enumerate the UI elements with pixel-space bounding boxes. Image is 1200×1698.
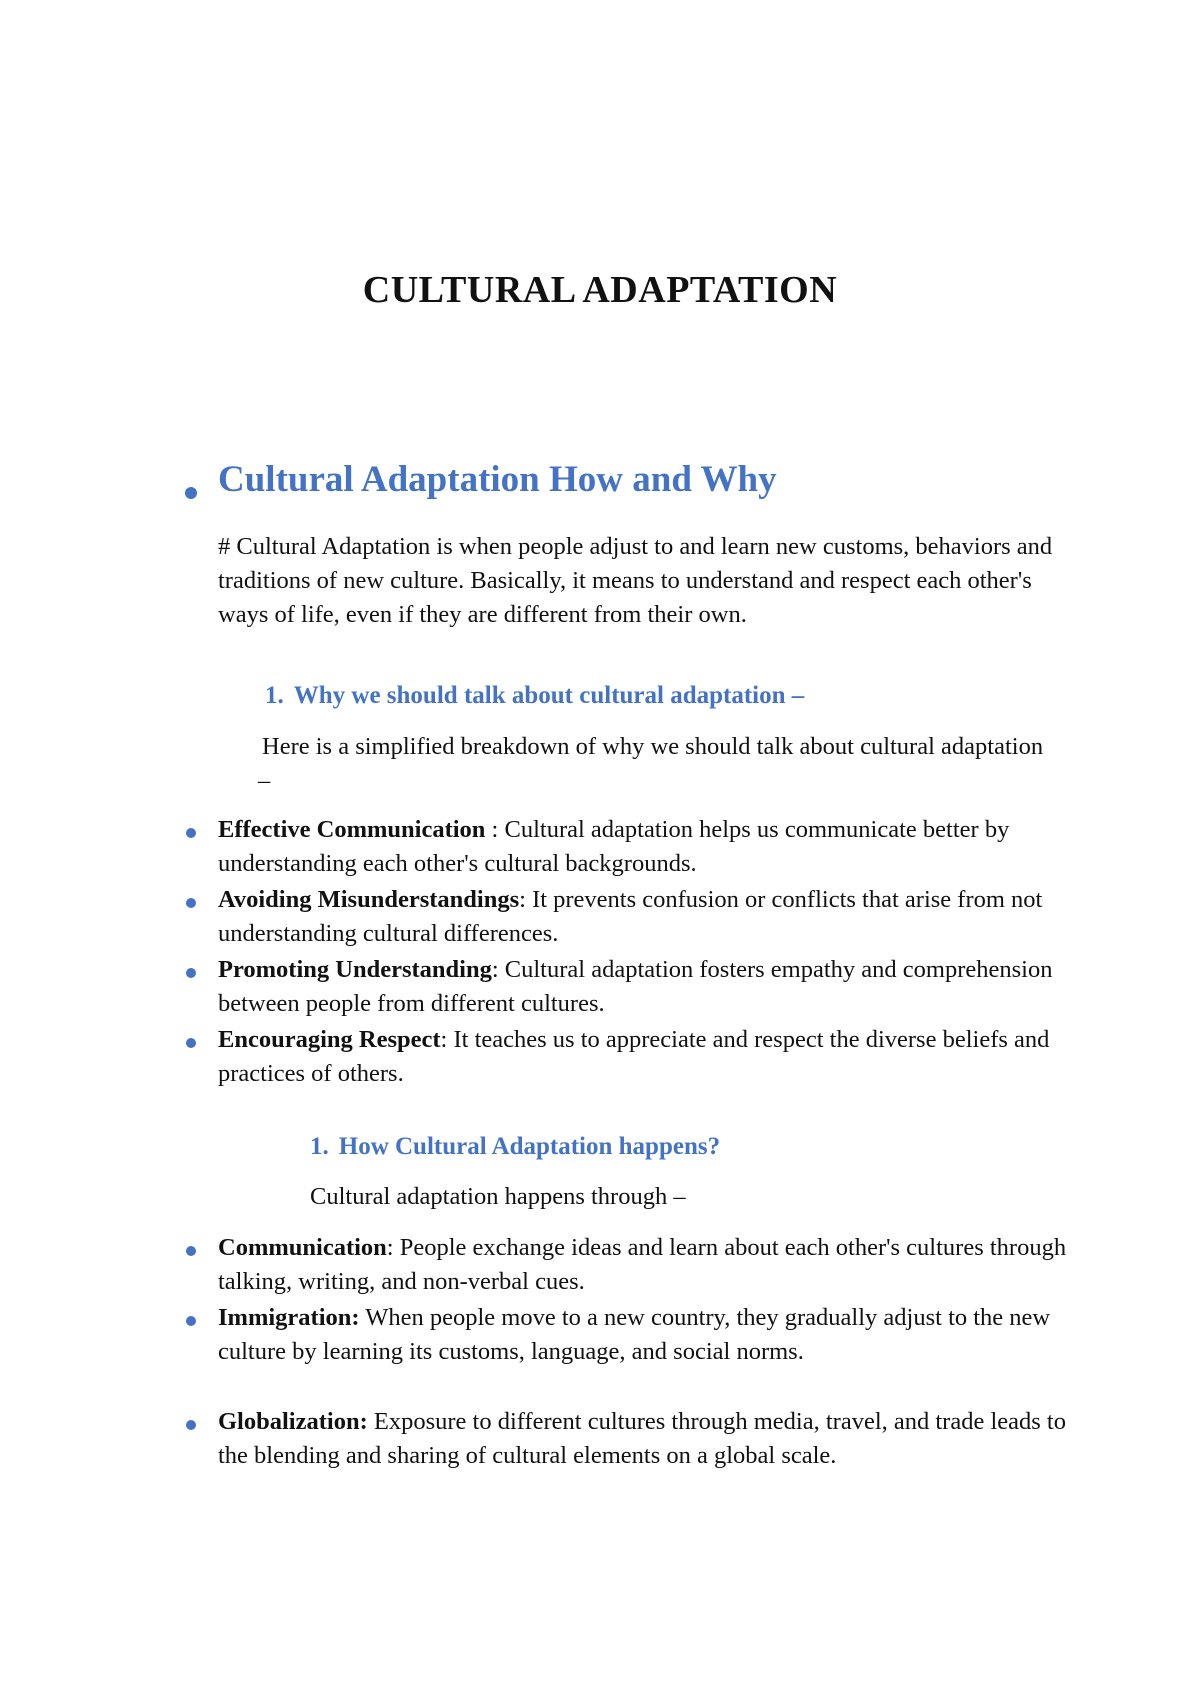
- subsection-number: 1.: [265, 682, 284, 709]
- list-item: [218, 1301, 1068, 1369]
- bullet-icon: [186, 1038, 196, 1048]
- list-item-term: Encouraging Respect: [218, 1026, 441, 1053]
- list-item: Effective Communication : Cultural adaptation helps us communicate better by understanding each other's cultural backgrounds.: [218, 816, 1010, 877]
- section-bullet-icon: [185, 487, 197, 499]
- bullet-icon: [186, 898, 196, 908]
- list-item-term: Effective Communication: [218, 816, 486, 843]
- document-title: CULTURAL ADAPTATION: [362, 269, 838, 311]
- list-item: Encouraging Respect: It teaches us to appreciate and respect the diverse beliefs and practices of others.: [218, 1026, 1050, 1087]
- bullet-icon: [186, 1420, 196, 1430]
- list-item: Promoting Understanding: Cultural adaptation fosters empathy and comprehension between people from different cultures.: [218, 956, 1053, 1017]
- subsection-lead: Cultural adaptation happens through –: [310, 1183, 686, 1210]
- bullet-icon: [186, 1246, 196, 1256]
- subsection-heading-why: [265, 682, 804, 710]
- list-item: Avoiding Misunderstandings: It prevents confusion or conflicts that arise from not understanding cultural differences.: [218, 886, 1043, 947]
- list-item-text: It teaches us to appreciate and respect the diverse beliefs and practices of others.: [218, 1026, 1050, 1087]
- list-item-text: Cultural adaptation fosters empathy and comprehension between people from different cultures.: [218, 956, 1053, 1017]
- list-item-term: Promoting Understanding: [218, 956, 492, 983]
- list-item: Communication: People exchange ideas and learn about each other's cultures through talking, writing, and non-verbal cues.: [218, 1234, 1067, 1295]
- list-item-term: Immigration:: [218, 1304, 360, 1331]
- intro-paragraph: # Cultural Adaptation is when people adjust to and learn new customs, behaviors and traditions of new culture. Basically, it means to understand and respect each other's ways of life, even if they are different from their own.: [218, 533, 1053, 628]
- bullet-icon: [186, 1316, 196, 1326]
- list-item-text: When people move to a new country, they gradually adjust to the new culture by learning its customs, language, and social norms.: [218, 1304, 1051, 1365]
- subsection-lead: Here is a simplified breakdown of why we should talk about cultural adaptation –: [258, 733, 1044, 794]
- subsection-title: How Cultural Adaptation happens?: [338, 1133, 721, 1160]
- list-item-text: People exchange ideas and learn about each other's cultures through talking, writing, and non-verbal cues.: [218, 1234, 1067, 1295]
- list-item: [218, 1405, 1068, 1473]
- list-item-text: It prevents confusion or conflicts that arise from not understanding cultural differences.: [218, 886, 1043, 947]
- list-item-term: Avoiding Misunderstandings: [218, 886, 520, 913]
- list-item-term: Globalization:: [218, 1408, 368, 1435]
- list-item-text: Cultural adaptation helps us communicate better by understanding each other's cultural backgrounds.: [218, 816, 1010, 877]
- subsection-title: Why we should talk about cultural adaptation –: [293, 682, 805, 709]
- list-item-text: Exposure to different cultures through media, travel, and trade leads to the blending and sharing of cultural elements on a global scale.: [218, 1408, 1066, 1469]
- bullet-icon: [186, 968, 196, 978]
- bullet-icon: [186, 828, 196, 838]
- section-heading: Cultural Adaptation How and Why: [218, 459, 777, 500]
- subsection-heading-how: [310, 1133, 720, 1161]
- list-item-term: Communication: [218, 1234, 387, 1261]
- subsection-number: 1.: [310, 1133, 329, 1160]
